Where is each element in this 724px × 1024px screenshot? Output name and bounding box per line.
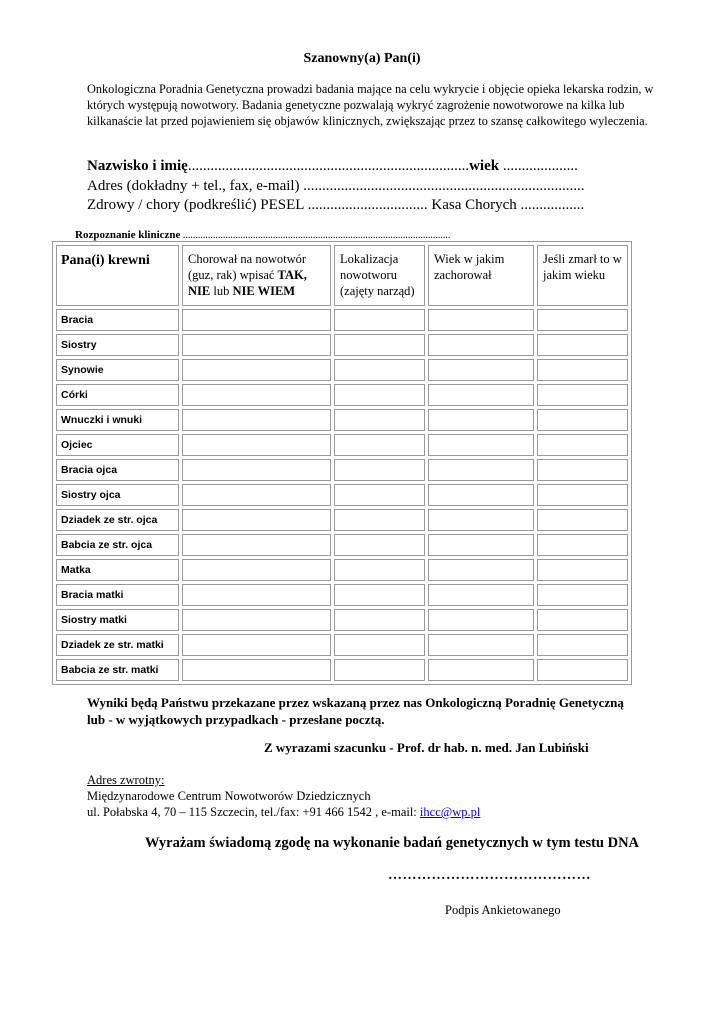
name-dots[interactable]: ........................................................................... <box>187 158 470 174</box>
relative-label: Babcia ze str. matki <box>56 659 179 681</box>
location-cell[interactable] <box>334 459 425 481</box>
location-cell[interactable] <box>334 334 425 356</box>
table-row <box>56 484 628 506</box>
age-death-cell[interactable] <box>537 409 628 431</box>
table-header-row <box>56 245 628 306</box>
table-row <box>56 509 628 531</box>
had-cancer-cell[interactable] <box>182 384 331 406</box>
relative-label: Dziadek ze str. ojca <box>56 509 179 531</box>
header-age-death: Jeśli zmarł to w jakim wieku <box>537 245 628 306</box>
had-cancer-cell[interactable] <box>182 584 331 606</box>
table-row <box>56 334 628 356</box>
header-had-cancer: Chorował na nowotwór (guz, rak) wpisać TAK, NIE lub NIE WIEM <box>182 245 331 306</box>
age-sick-cell[interactable] <box>428 409 534 431</box>
table-row <box>56 659 628 681</box>
age-death-cell[interactable] <box>537 309 628 331</box>
had-cancer-cell[interactable] <box>182 434 331 456</box>
had-cancer-cell[interactable] <box>182 409 331 431</box>
age-sick-cell[interactable] <box>428 659 534 681</box>
had-cancer-cell[interactable] <box>182 334 331 356</box>
had-cancer-cell[interactable] <box>182 309 331 331</box>
location-cell[interactable] <box>334 559 425 581</box>
age-death-cell[interactable] <box>537 509 628 531</box>
page-title: Szanowny(a) Pan(i) <box>303 51 421 66</box>
return-address-line-2: ul. Połabska 4, 70 – 115 Szczecin, tel./fax: +91 466 1542 , e-mail: ihcc@wp.pl <box>87 805 481 819</box>
age-sick-cell[interactable] <box>428 609 534 631</box>
age-sick-cell[interactable] <box>428 584 534 606</box>
relative-label: Synowie <box>56 359 179 381</box>
had-cancer-cell[interactable] <box>182 634 331 656</box>
table-row <box>56 534 628 556</box>
address-line[interactable]: Adres (dokładny + tel., fax, e-mail) ........................................................................... <box>87 178 585 194</box>
age-death-cell[interactable] <box>537 584 628 606</box>
location-cell[interactable] <box>334 509 425 531</box>
table-row <box>56 584 628 606</box>
table-row <box>56 359 628 381</box>
return-address <box>87 772 480 820</box>
relative-label: Bracia <box>56 309 179 331</box>
location-cell[interactable] <box>334 659 425 681</box>
age-death-cell[interactable] <box>537 334 628 356</box>
age-death-cell[interactable] <box>537 559 628 581</box>
relative-label: Siostry ojca <box>56 484 179 506</box>
age-sick-cell[interactable] <box>428 434 534 456</box>
return-address-label: Adres zwrotny: <box>87 773 165 787</box>
relative-label: Bracia ojca <box>56 459 179 481</box>
age-sick-cell[interactable] <box>428 359 534 381</box>
location-cell[interactable] <box>334 434 425 456</box>
intro-paragraph: Onkologiczna Poradnia Genetyczna prowadzi badania mające na celu wykrycie i objęcie opieka lekarska rodzin, w których występują nowotwory. Badania genetyczne pozwalają wykryć zagrożenie nowotworowe na kilka lub kilkanaście lat przed pojawieniem się objawów klinicznych, zwiększając przez to szansę całkowitego wyleczenia. <box>87 82 654 128</box>
relative-label: Babcia ze str. ojca <box>56 534 179 556</box>
age-sick-cell[interactable] <box>428 559 534 581</box>
age-sick-cell[interactable] <box>428 384 534 406</box>
age-death-cell[interactable] <box>537 359 628 381</box>
relative-label: Córki <box>56 384 179 406</box>
age-death-cell[interactable] <box>537 659 628 681</box>
location-cell[interactable] <box>334 384 425 406</box>
age-death-cell[interactable] <box>537 609 628 631</box>
age-death-cell[interactable] <box>537 434 628 456</box>
age-death-cell[interactable] <box>537 484 628 506</box>
had-cancer-cell[interactable] <box>182 559 331 581</box>
table-row <box>56 609 628 631</box>
location-cell[interactable] <box>334 359 425 381</box>
location-cell[interactable] <box>334 484 425 506</box>
name-age-line <box>87 157 578 176</box>
results-note <box>87 694 647 728</box>
age-dots[interactable]: .................... <box>499 158 578 174</box>
header-location: Lokalizacja nowotworu (zajęty narząd) <box>334 245 425 306</box>
results-line-2: lub - w wyjątkowych przypadkach - przesłane pocztą. <box>87 712 385 727</box>
relative-label: Siostry matki <box>56 609 179 631</box>
table-row <box>56 409 628 431</box>
table-row <box>56 459 628 481</box>
had-cancer-cell[interactable] <box>182 509 331 531</box>
had-cancer-cell[interactable] <box>182 659 331 681</box>
age-death-cell[interactable] <box>537 384 628 406</box>
relative-label: Bracia matki <box>56 584 179 606</box>
location-cell[interactable] <box>334 609 425 631</box>
health-line[interactable]: Zdrowy / chory (podkreślić) PESEL ................................ Kasa Chorych ................. <box>87 197 585 213</box>
had-cancer-cell[interactable] <box>182 484 331 506</box>
age-sick-cell[interactable] <box>428 634 534 656</box>
relative-label: Matka <box>56 559 179 581</box>
location-cell[interactable] <box>334 584 425 606</box>
results-line-1: Wyniki będą Państwu przekazane przez wskazaną przez nas Onkologiczną Poradnię Genetyczną <box>87 695 624 710</box>
consent-statement: Wyrażam świadomą zgodę na wykonanie badań genetycznych w tym testu DNA <box>144 835 640 851</box>
name-label: Nazwisko i imię <box>87 158 188 174</box>
age-death-cell[interactable] <box>537 634 628 656</box>
age-sick-cell[interactable] <box>428 509 534 531</box>
signature-line[interactable]: …………………………………… <box>388 868 591 883</box>
age-death-cell[interactable] <box>537 459 628 481</box>
diagnosis-label: Rozpoznanie kliniczne <box>75 229 181 241</box>
table-row <box>56 559 628 581</box>
table-row <box>56 434 628 456</box>
signature-label: Podpis Ankietowanego <box>445 903 561 917</box>
had-cancer-cell[interactable] <box>182 609 331 631</box>
had-cancer-cell[interactable] <box>182 534 331 556</box>
location-cell[interactable] <box>334 309 425 331</box>
relative-label: Wnuczki i wnuki <box>56 409 179 431</box>
relative-label: Ojciec <box>56 434 179 456</box>
had-cancer-cell[interactable] <box>182 459 331 481</box>
age-death-cell[interactable] <box>537 534 628 556</box>
return-address-line-1: Międzynarodowe Centrum Nowotworów Dziedzicznych <box>87 789 371 803</box>
age-sick-cell[interactable] <box>428 459 534 481</box>
diagnosis-line <box>75 229 450 241</box>
location-cell[interactable] <box>334 534 425 556</box>
location-cell[interactable] <box>334 634 425 656</box>
relative-label: Siostry <box>56 334 179 356</box>
location-cell[interactable] <box>334 409 425 431</box>
family-history-table <box>52 241 632 685</box>
relative-label: Dziadek ze str. matki <box>56 634 179 656</box>
table-row <box>56 384 628 406</box>
age-sick-cell[interactable] <box>428 484 534 506</box>
header-age-sick: Wiek w jakim zachorował <box>428 245 534 306</box>
header-relatives: Pana(i) krewni <box>56 245 179 306</box>
table-row <box>56 634 628 656</box>
diagnosis-dots[interactable]: ........................................................................................................... <box>180 230 451 241</box>
age-sick-cell[interactable] <box>428 334 534 356</box>
email-link[interactable]: ihcc@wp.pl <box>419 805 481 819</box>
regards-line: Z wyrazami szacunku - Prof. dr hab. n. med. Jan Lubiński <box>264 740 589 755</box>
age-label: wiek <box>469 158 500 174</box>
table-row <box>56 309 628 331</box>
age-sick-cell[interactable] <box>428 534 534 556</box>
age-sick-cell[interactable] <box>428 309 534 331</box>
had-cancer-cell[interactable] <box>182 359 331 381</box>
